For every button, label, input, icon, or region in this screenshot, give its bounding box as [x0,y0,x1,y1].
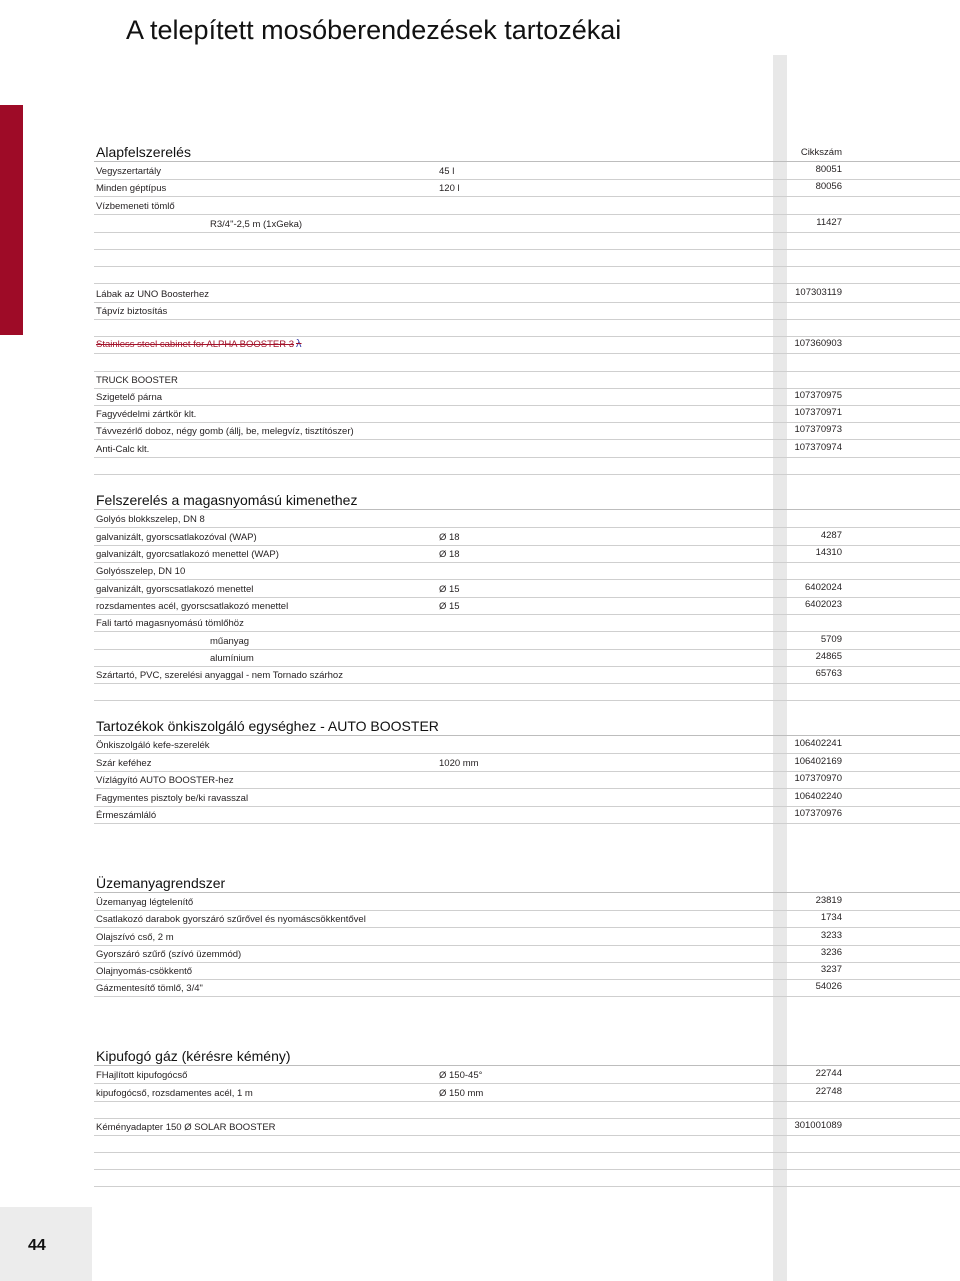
item-code: 3236 [820,946,842,958]
item-code: 80056 [815,180,842,192]
table-row [94,249,960,267]
item-spec: Ø 150 mm [439,1087,484,1099]
item-code: 1734 [820,911,842,923]
item-label: műanyag [210,635,250,647]
item-code: 106402240 [794,790,842,802]
table-row [94,1083,960,1102]
table-row [94,562,960,580]
item-label: Gyorszáró szűrő (szívó üzemmód) [96,948,242,960]
table-row [94,302,960,320]
item-code: 3237 [820,963,842,975]
item-code: 107370973 [794,423,842,435]
item-label: Lábak az UNO Boosterhez [96,288,210,300]
item-code: 65763 [815,667,842,679]
item-label: Golyós blokkszelep, DN 8 [96,513,205,525]
table-row [94,962,960,980]
table-row [94,196,960,215]
item-code: 106402169 [794,755,842,767]
table-row [94,893,960,911]
table-row [94,353,960,372]
table-row [94,736,960,754]
item-label: galvanizált, gyorscsatlakozó menettel [96,583,254,595]
item-label: Golyósszelep, DN 10 [96,565,186,577]
table-row [94,927,960,946]
table-row [94,979,960,997]
item-spec: Ø 18 [439,531,460,543]
table-row [94,179,960,197]
table-row [94,319,960,337]
item-code: 4287 [820,529,842,541]
table-row [94,1169,960,1187]
item-code: 23819 [815,894,842,906]
page-title: A telepített mosóberendezések tartozékai [126,15,622,46]
item-label: Anti-Calc klt. [96,443,150,455]
table-row [94,439,960,458]
item-spec: Ø 18 [439,548,460,560]
item-spec: Ø 15 [439,600,460,612]
item-spec: 45 l [439,165,455,177]
table-row [94,631,960,650]
section-heading-high-pressure [94,489,960,510]
item-label: galvanizált, gyorscsatlakozóval (WAP) [96,531,257,543]
item-label: Fali tartó magasnyomású tömlőhöz [96,617,244,629]
item-label: R3/4"-2,5 m (1xGeka) [210,218,303,230]
item-label: Szár keféhez [96,757,152,769]
item-code: 6402024 [805,581,842,593]
table-row [94,266,960,284]
item-spec: Ø 150-45° [439,1069,483,1081]
item-label: Gázmentesítő tömlő, 3/4" [96,982,203,994]
table-row [94,162,960,180]
table-row [94,405,960,423]
table-row [94,1101,960,1119]
table-row [94,545,960,563]
table-row [94,336,960,354]
item-label [96,339,302,350]
table-row [94,214,960,233]
item-code: 107370974 [794,441,842,453]
item-code: 14310 [815,546,842,558]
item-label: FHajlított kipufogócső [96,1069,188,1081]
table-row [94,649,960,667]
table-row [94,232,960,250]
table-row [94,614,960,632]
item-label: Kéményadapter 150 Ø SOLAR BOOSTER [96,1121,276,1133]
item-label: galvanizált, gyorcsatlakozó menettel (WAP) [96,548,279,560]
item-code: 107370976 [794,807,842,819]
table-row [94,771,960,789]
item-label: Távvezérlő doboz, négy gomb (állj, be, melegvíz, tisztítószer) [96,425,354,437]
item-code: 107370975 [794,389,842,401]
table-row [94,666,960,684]
item-label: Tápvíz biztosítás [96,305,168,317]
item-spec: 120 l [439,182,460,194]
item-label: alumínium [210,652,254,664]
item-label: Vízbemeneti tömlő [96,200,175,212]
table-row [94,945,960,963]
table-row [94,1066,960,1084]
section-heading-fuel-system [94,872,960,893]
item-code: 5709 [820,633,842,645]
strikethrough-text: Stainless steel cabinet for ALPHA BOOSTER 3 [96,339,295,350]
table-row [94,579,960,598]
table-row [94,422,960,440]
item-code: 106402241 [794,737,842,749]
item-label: Vízlágyító AUTO BOOSTER-hez [96,774,234,786]
section-title: Üzemanyagrendszer [96,875,226,891]
item-label: Szigetelő párna [96,391,163,403]
item-label: rozsdamentes acél, gyorscsatlakozó menettel [96,600,289,612]
item-code: 3233 [820,929,842,941]
section-title: Tartozékok önkiszolgáló egységhez - AUTO BOOSTER [96,718,439,734]
item-code: 107370971 [794,406,842,418]
item-code: 6402023 [805,598,842,610]
code-column-header: Cikkszám [800,146,842,158]
item-code: 80051 [815,163,842,175]
item-code: 22744 [815,1067,842,1079]
item-code: 22748 [815,1085,842,1097]
item-label: kipufogócső, rozsdamentes acél, 1 m [96,1087,253,1099]
item-label: Csatlakozó darabok gyorszáró szűrővel és nyomáscsökkentővel [96,913,366,925]
item-label: Minden géptípus [96,182,167,194]
section-heading-exhaust [94,1045,960,1066]
item-label: Olajszívó cső, 2 m [96,931,174,943]
table-row [94,806,960,824]
item-code: 54026 [815,980,842,992]
table-row [94,457,960,475]
page-number: 44 [28,1237,46,1254]
section-title: Kipufogó gáz (kérésre kémény) [96,1048,291,1064]
table-row [94,683,960,701]
section-heading-basic [94,142,960,162]
item-code: 107370970 [794,772,842,784]
table-row [94,788,960,807]
table-row [94,388,960,406]
section-title: Felszerelés a magasnyomású kimenethez [96,492,358,508]
item-code: 107303119 [795,286,842,298]
table-row [94,597,960,615]
table-row [94,1135,960,1153]
item-label: Olajnyomás-csökkentő [96,965,193,977]
table-row [94,527,960,546]
item-label: Fagyvédelmi zártkör klt. [96,408,197,420]
table-row [94,283,960,303]
item-code: 24865 [815,650,842,662]
item-label: Üzemanyag légtelenítő [96,896,194,908]
item-label: Önkiszolgáló kefe-szerelék [96,739,210,751]
item-label: Érmeszámláló [96,809,157,821]
section-title: Alapfelszerelés [96,144,191,160]
item-label: Fagymentes pisztoly be/ki ravasszal [96,792,249,804]
table-row [94,1152,960,1170]
item-spec: 1020 mm [439,757,479,769]
section-heading-self-service [94,715,960,736]
item-label: Vegyszertartály [96,165,161,177]
table-row [94,910,960,928]
item-code: 107360903 [794,337,842,349]
item-label: TRUCK BOOSTER [96,374,178,386]
table-row [94,1118,960,1136]
item-code: 11427 [816,216,842,228]
table-row [94,371,960,389]
edit-mark-icon: λ [296,338,302,350]
table-row [94,753,960,772]
item-code: 301001089 [794,1119,842,1131]
table-row [94,510,960,528]
item-spec: Ø 15 [439,583,460,595]
item-label: Szártartó, PVC, szerelési anyaggal - nem Tornado szárhoz [96,669,343,681]
